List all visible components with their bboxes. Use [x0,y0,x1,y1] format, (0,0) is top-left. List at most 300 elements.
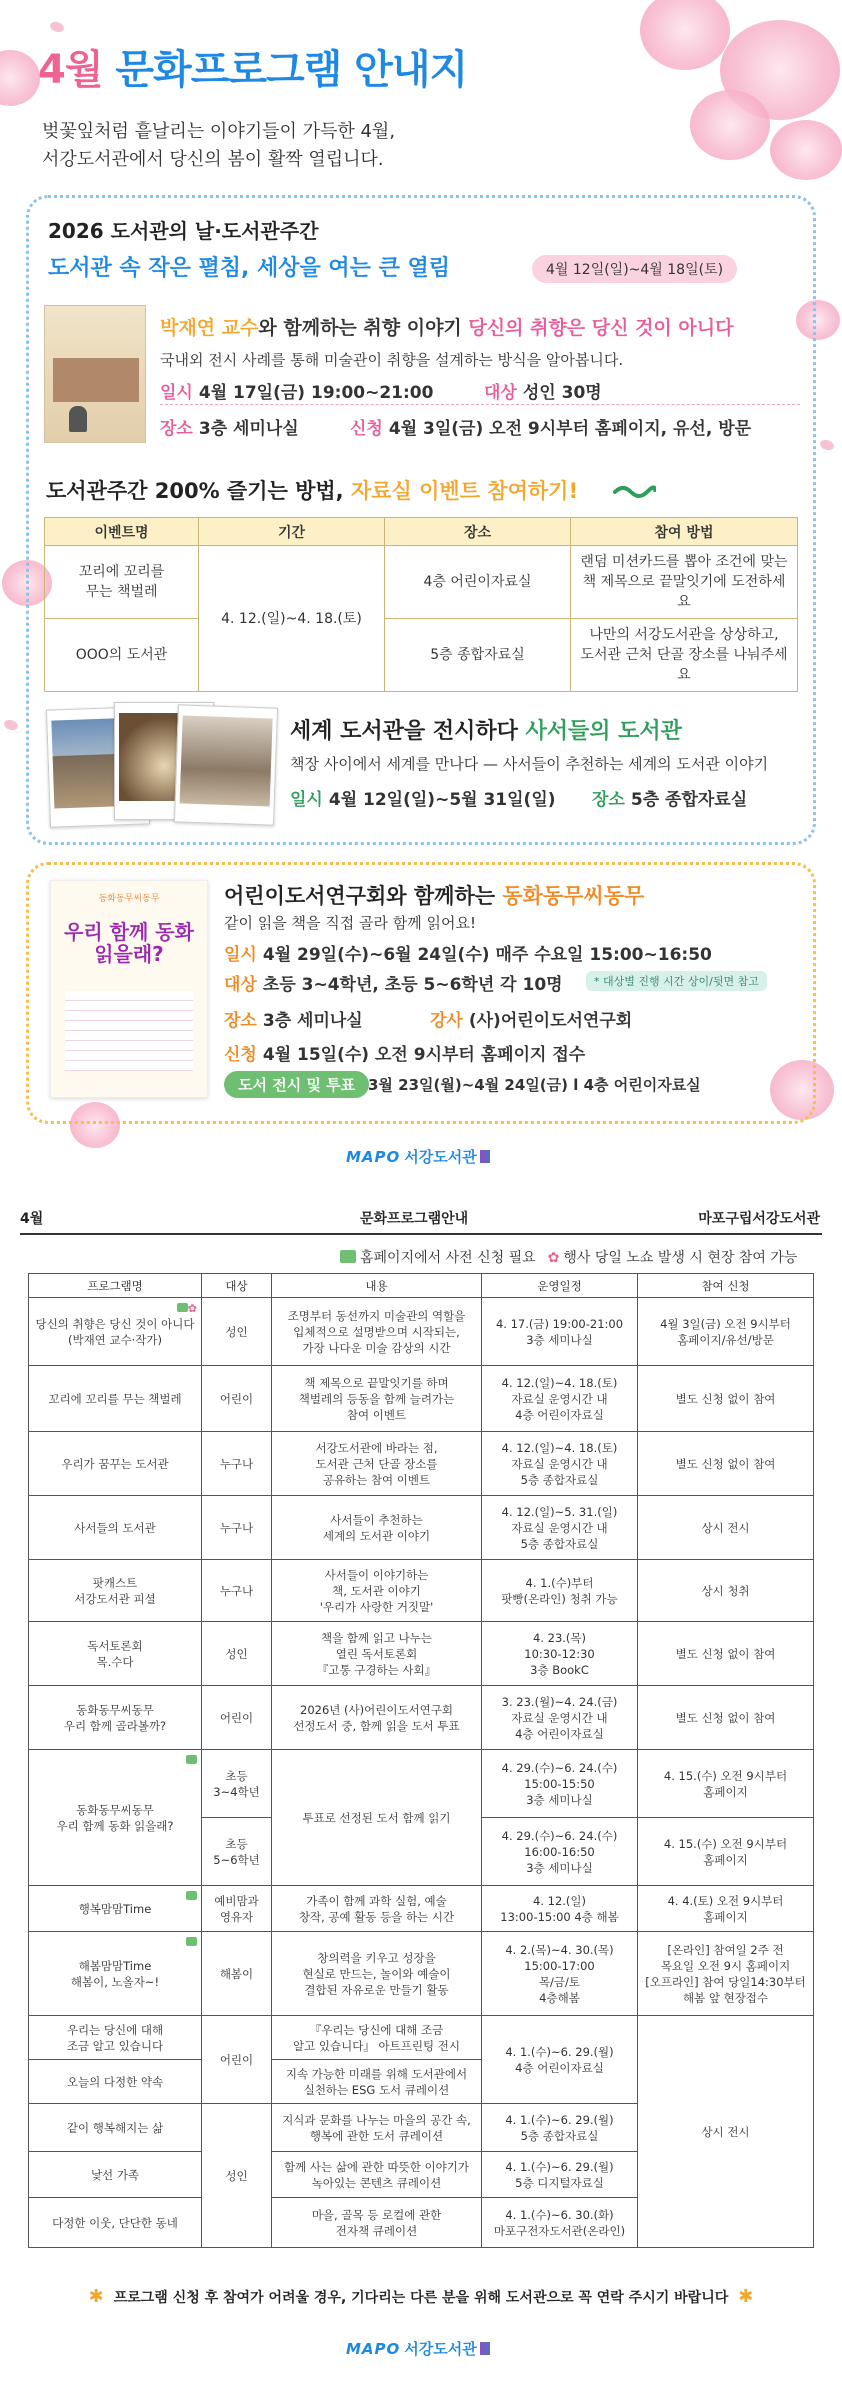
column-header: 장소 [385,518,571,546]
line: 10:30-12:30 [524,1646,595,1661]
value: 4월 29일(수)~6월 24일(수) 매주 수요일 15:00~16:50 [262,945,712,965]
line: 결합된 자유로운 만들기 활동 [304,1982,449,1997]
program-table [28,1273,814,2248]
program-name [29,2060,202,2104]
petal-decoration [2,717,19,733]
program-schedule [482,2198,638,2248]
line: 책 제목으로 끝말잇기에 도전하세요 [582,574,786,610]
program-content: 투표로 선정된 도서 함께 읽기 [272,1750,482,1886]
line: 4월 3일(금) 오전 9시부터 [660,1316,791,1331]
line: 4층 어린이자료실 [515,1407,604,1422]
line: 상시 청취 [701,1583,750,1598]
line: [온라인] 참여일 2주 전 [667,1942,784,1957]
label: 일시 [160,383,193,403]
line: 마을, 골목 등 로컬에 관한 [311,2207,442,2222]
program-schedule [482,1818,638,1886]
line: [오프라인] 참여 당일14:30부터 [645,1974,806,1989]
program-apply [638,1818,814,1886]
library-logo [346,2338,490,2359]
program-schedule [482,1298,638,1366]
poster-caption: 동화동무씨동무 [98,894,160,904]
table-row [29,1622,814,1686]
lecture-poster-image [44,305,146,443]
value: 4월 17일(금) 19:00~21:00 [198,383,434,403]
value: 4월 3일(금) 오전 9시부터 홈페이지, 유선, 방문 [388,419,752,439]
reading-club-title [224,880,644,910]
program-content [272,1560,482,1622]
table-row [29,1686,814,1750]
petal-decoration [48,19,65,35]
program-apply [638,1560,814,1622]
blossom-decoration [770,120,842,180]
line: 사서들이 이야기하는 [324,1567,429,1582]
program-target [202,1886,272,1932]
event-period: 4. 12.(일)~4. 18.(토) [199,546,385,692]
line: 4. 17.(금) 19:00-21:00 [495,1316,624,1331]
line: 실천하는 ESG 도서 큐레이션 [303,2082,450,2097]
program-name [29,1622,202,1686]
petal-decoration [818,437,835,453]
reading-club-description: 같이 읽을 책을 직접 골라 함께 읽어요! [224,914,476,932]
intro-line: 서강도서관에서 당신의 봄이 활짝 열립니다. [42,149,384,170]
line: 5층 디지털자료실 [515,2175,604,2190]
line: 3층 세미나실 [526,1332,593,1347]
event-heading [46,475,578,505]
table-row [45,619,798,692]
line: 지식과 문화를 나누는 마을의 공간 속, [282,2112,471,2127]
program-target: 어린이 [202,1686,272,1750]
column-header: 참여 신청 [638,1274,814,1298]
speaker-photo [69,406,87,432]
table-row [45,546,798,619]
program-schedule [482,1886,638,1932]
period-badge: 4월 12일(일)~4월 18일(토) [532,255,737,283]
value: 3층 세미나실 [262,1011,363,1031]
line: 4. 15.(수) 오전 9시부터 [663,1768,788,1783]
logo-name: 서강도서관 [404,1148,477,1166]
program-name [29,1560,202,1622]
line: 16:00-16:50 [524,1844,595,1859]
exhibit-date [290,785,556,810]
lecture-title-mid: 와 함께하는 취향 이야기 [258,317,469,339]
lecture-apply [350,414,751,439]
program-schedule [482,2016,638,2104]
footer-note [0,2286,842,2307]
column-header: 이벤트명 [45,518,199,546]
heading-text: 도서관주간 200% 즐기는 방법, [46,479,351,503]
line: 서강도서관 피셜 [74,1591,156,1606]
line: 4. 1.(수)~6. 29.(월) [505,2112,614,2127]
line: 마포구전자도서관(온라인) [493,2223,626,2238]
line: 4. 12.(일) [533,1893,586,1908]
label: 신청 [224,1045,257,1065]
logo-name: 서강도서관 [404,2340,477,2358]
column-header: 내용 [272,1274,482,1298]
line: 5층 종합자료실 [520,2128,599,2143]
line: 오늘의 다정한 약속 [66,2074,164,2089]
program-apply [638,1496,814,1560]
program-content [272,2060,482,2104]
signup-markers [186,1935,197,1951]
program-apply [638,1686,814,1750]
summary-org: 마포구립서강도서관 [698,1211,820,1227]
program-apply [638,1750,814,1818]
poster-headline: 우리 함께 동화 읽을래? [64,920,194,966]
line: '우리가 사랑한 거짓말' [319,1599,434,1614]
line: 4. 29.(수)~6. 24.(수) [501,1760,618,1775]
intro-line: 벚꽃잎처럼 흩날리는 이야기들이 가득한 4월, [42,121,396,142]
line: 우리가 꿈꾸는 도서관 [61,1456,169,1471]
program-content [272,1886,482,1932]
program-content [272,1496,482,1560]
line: 자료실 운영시간 내 [511,1456,608,1471]
line: 세계의 도서관 이야기 [322,1528,431,1543]
line: 『우리는 당신에 대해 조금 [309,2022,444,2037]
program-content [272,1432,482,1496]
title-month: 4월 [38,47,103,93]
line: 4층해봄 [539,1990,580,2005]
poster-artwork [53,358,139,402]
line: 자료실 운영시간 내 [511,1520,608,1535]
line: 책을 함께 읽고 나누는 [321,1630,432,1645]
blossom-decoration [0,50,40,106]
program-name [29,2152,202,2198]
line: 팟캐스트 [92,1575,138,1590]
value: 3층 세미나실 [198,419,299,439]
blossom-decoration [640,0,730,70]
line: 책, 도서관 이야기 [332,1583,421,1598]
summary-month: 4월 [20,1211,44,1227]
line: 4. 12.(일)~4. 18.(토) [501,1440,618,1455]
line: 해봄맘맘Time [78,1958,152,1973]
column-header: 프로그램명 [29,1274,202,1298]
line: 알고 있습니다』 아트프린팅 전시 [293,2038,460,2053]
table-row [29,1432,814,1496]
program-target: 누구나 [202,1560,272,1622]
line: 창의력을 키우고 성장을 [317,1950,436,1965]
program-apply [638,1298,814,1366]
line: 해봄이, 노올자~! [70,1974,160,1989]
line: 녹아있는 콘텐츠 큐레이션 [311,2175,442,2190]
program-target: 어린이 [202,1366,272,1432]
line: 4층 어린이자료실 [515,2060,604,2075]
signup-markers [186,1753,197,1769]
label: 장소 [160,419,193,439]
line: 3층 세미나실 [526,1860,593,1875]
line: 4. 29.(수)~6. 24.(수) [501,1828,618,1843]
label: 대상 [224,975,257,995]
label: 장소 [224,1011,257,1031]
program-schedule [482,1366,638,1432]
book-icon [177,1303,188,1312]
line: 홈페이지 [703,1852,748,1867]
program-target [202,1932,272,2016]
line: 15:00-15:50 [524,1776,595,1791]
line: 4. 4.(토) 오전 9시부터 [667,1893,784,1908]
line: 공유하는 참여 이벤트 [322,1472,431,1487]
event-name: OOO의 도서관 [45,619,199,692]
value: 5층 종합자료실 [630,790,748,810]
line: 다정한 이웃, 단단한 동네 [52,2215,178,2230]
star-icon: ✱ [88,2286,104,2307]
line: 홈페이지 [703,1784,748,1799]
value: 4월 15일(수) 오전 9시부터 홈페이지 접수 [262,1045,586,1065]
label: 신청 [350,419,383,439]
table-row [29,1298,814,1366]
line: 별도 신청 없이 참여 [675,1710,776,1725]
table-row [29,1886,814,1932]
line: 나만의 서강도서관을 상상하고, [589,627,779,643]
library-photos [48,702,276,824]
program-name [29,2104,202,2152]
line: 사서들이 추천하는 [330,1512,423,1527]
program-name [29,2016,202,2060]
line: 초등 [225,1768,248,1783]
line: 우리는 당신에 대해 [66,2022,164,2037]
line: 선정도서 중, 함께 읽을 도서 투표 [293,1718,460,1733]
line: 별도 신청 없이 참여 [675,1391,776,1406]
line: 도서관 근처 단골 장소를 [315,1456,438,1471]
line: 책벌레의 등동을 함께 늘려가는 [298,1391,455,1406]
lecture-date [160,378,433,403]
line: 행복맘맘Time [78,1901,152,1916]
line: 5층 종합자료실 [520,1472,599,1487]
program-target: 성인 [202,1298,272,1366]
line: 가족이 함께 과학 실험, 예술 [306,1893,447,1908]
line: 현실로 만드는, 놀이와 예술이 [302,1966,451,1981]
table-row [29,1750,814,1818]
program-name [29,1932,202,2016]
line: 같이 행복해지는 삶 [66,2120,164,2135]
program-schedule [482,1432,638,1496]
line: 15:00-17:00 [524,1958,595,1973]
value: 성인 30명 [522,383,602,403]
event-name [45,546,199,619]
line: 4. 23.(목) [533,1630,586,1645]
line: 꼬리에 꼬리를 무는 책벌레 [48,1391,182,1406]
line: 4. 12.(일)~5. 31.(일) [501,1504,618,1519]
line: 3층 세미나실 [526,1792,593,1807]
line: 팟빵(온라인) 청취 가능 [501,1591,618,1606]
section-heading: 2026 도서관의 날·도서관주간 [48,219,319,243]
program-schedule [482,1496,638,1560]
exhibit-vote-info: 3월 23일(월)~4월 24일(금) l 4층 어린이자료실 [368,1076,701,1094]
line: 전자책 큐레이션 [335,2223,418,2238]
line: 열린 독서토론회 [335,1646,418,1661]
lecture-title [160,313,733,340]
signup-markers [177,1301,197,1317]
program-target: 어린이 [202,2016,272,2104]
line: 2026년 (사)어린이도서연구회 [300,1702,453,1717]
blossom-decoration [690,90,770,160]
title-text: 세계 도서관을 전시하다 [290,719,526,744]
line: 서강도서관에 바라는 점, [315,1440,438,1455]
line: 4. 1.(수)부터 [525,1575,594,1590]
program-name [29,1686,202,1750]
line: 조명부터 동선까지 미술관의 역할을 [287,1308,466,1323]
line: 책 제목으로 끝말잇기를 하며 [304,1375,449,1390]
lecture-place [160,414,299,439]
program-content [272,2198,482,2248]
line: 랜덤 미션카드를 뽑아 조건에 맞는 [580,554,788,570]
section-subtitle: 도서관 속 작은 펼침, 세상을 여는 큰 열림 [48,256,451,281]
label: 일시 [290,790,323,810]
heading-highlight: 자료실 이벤트 참여하기! [350,479,579,503]
signup-markers [186,1889,197,1905]
schedule-note: * 대상별 진행 시간 상이/뒷면 참고 [586,971,767,991]
program-target: 성인 [202,1622,272,1686]
program-schedule [482,1560,638,1622]
line: 3층 BookC [530,1662,589,1677]
line: 4. 2.(목)~4. 30.(목) [505,1942,614,1957]
flower-icon: ✿ [547,1250,560,1266]
title-text: 어린이도서연구회와 함께하는 [224,884,503,908]
lecture-target [484,378,602,403]
line: 사서들의 도서관 [74,1520,156,1535]
line: 상시 전시 [701,1520,750,1535]
label: 대상 [484,383,517,403]
intro-text [42,118,602,174]
poster-schedule-table [65,991,193,1071]
program-name [29,1432,202,1496]
line: 홈페이지/유선/방문 [677,1332,774,1347]
line: 함께 사는 삶에 관한 따뜻한 이야기가 [284,2159,469,2174]
program-name [29,1366,202,1432]
line: 독서토론회 [87,1638,143,1653]
line: 3~4학년 [213,1784,260,1799]
program-apply [638,1432,814,1496]
legend-flower-text: 행사 당일 노쇼 발생 시 현장 참여 가능 [563,1250,798,1266]
line: (박재연 교수·작가) [67,1332,163,1347]
program-target: 누구나 [202,1432,272,1496]
line: 창작, 공예 활동 등을 하는 시간 [298,1909,455,1924]
line: 우리 함께 골라볼까? [63,1718,167,1733]
line: 도서관 근처 단골 장소를 나눠주세요 [580,647,788,683]
event-how [571,546,798,619]
line: 4. 1.(수)~6. 29.(월) [505,2159,614,2174]
column-header: 참여 방법 [571,518,798,546]
line: 입체적으로 설명받으며 시작되는, [293,1324,460,1339]
program-target [202,1750,272,1818]
line: 4. 15.(수) 오전 9시부터 [663,1836,788,1851]
line: 동화동무씨동무 [76,1702,154,1717]
program-content [272,1622,482,1686]
value: 초등 3~4학년, 초등 5~6학년 각 10명 [262,975,563,995]
table-row [29,1366,814,1432]
program-schedule [482,1750,638,1818]
program-content [272,1686,482,1750]
program-content [272,2152,482,2198]
line: 홈페이지 [703,1909,748,1924]
line: 영유자 [219,1909,254,1924]
column-header: 기간 [199,518,385,546]
legend [340,1247,797,1267]
line: 당신의 취향은 당신 것이 아니다 [35,1316,195,1331]
program-apply [638,1622,814,1686]
line: 목/금/토 [538,1974,581,1989]
reading-club-place [224,1006,363,1031]
table-row [29,1496,814,1560]
program-name [29,1750,202,1886]
summary-title: 문화프로그램안내 [360,1211,469,1227]
exhibit-place [592,785,747,810]
line: 가장 나다운 미술 감상의 시간 [302,1340,451,1355]
program-content [272,1298,482,1366]
table-row [29,1560,814,1622]
program-name [29,1496,202,1560]
program-apply: 상시 전시 [638,2016,814,2248]
book-icon [480,2342,490,2355]
reading-club-poster [50,880,208,1098]
reading-club-date [224,940,712,965]
reading-club-lecturer [430,1006,632,1031]
line: 꼬리에 꼬리를 [78,564,165,580]
divider [160,404,800,405]
line: 목요일 오전 9시 홈페이지 [660,1958,791,1973]
exhibit-vote-badge: 도서 전시 및 투표 [224,1071,369,1098]
exhibit-description: 책장 사이에서 세계를 만나다 — 사서들이 추천하는 세계의 도서관 이야기 [290,755,769,773]
squiggle-decoration [612,482,656,498]
line: 4. 1.(수)~6. 29.(월) [505,2044,614,2059]
line: 4. 1.(수)~6. 30.(화) [505,2207,614,2222]
line: 행복에 관한 도서 큐레이션 [309,2128,444,2143]
program-content [272,2104,482,2152]
label: 강사 [430,1011,463,1031]
lecturer-name: 박재연 교수 [160,317,259,339]
program-apply [638,1886,814,1932]
reading-club-target [224,970,563,995]
book-icon [186,1937,197,1946]
event-how [571,619,798,692]
header-rule [20,1233,822,1235]
event-place: 5층 종합자료실 [385,619,571,692]
column-header: 운영일정 [482,1274,638,1298]
line: 5층 종합자료실 [520,1536,599,1551]
line: 해봄이 [219,1966,254,1981]
line: 참여 이벤트 [346,1407,407,1422]
program-content [272,2016,482,2060]
event-place: 4층 어린이자료실 [385,546,571,619]
column-header: 대상 [202,1274,272,1298]
line: 13:00-15:00 4층 해봄 [500,1909,619,1924]
table-row [29,2016,814,2060]
label: 장소 [592,790,625,810]
program-name [29,1886,202,1932]
program-schedule [482,1932,638,2016]
line: 자료실 운영시간 내 [511,1710,608,1725]
exhibit-title [290,714,682,745]
program-schedule [482,1686,638,1750]
program-schedule [482,2104,638,2152]
event-table [44,517,798,692]
logo-mapo: MAPO [346,1148,401,1166]
program-target: 성인 [202,2104,272,2248]
program-target [202,1818,272,1886]
line: 낯선 가족 [90,2167,140,2182]
book-icon [186,1755,197,1764]
book-icon [480,1150,490,1163]
program-apply [638,1366,814,1432]
table-row [29,1932,814,2016]
program-name [29,1298,202,1366]
page-title [38,38,467,95]
line: 초등 [225,1836,248,1851]
book-icon [340,1250,356,1263]
value: (사)어린이도서연구회 [468,1011,633,1031]
program-schedule [482,1622,638,1686]
line: 무는 책벌레 [85,584,158,600]
title-highlight: 동화동무씨동무 [502,884,645,908]
